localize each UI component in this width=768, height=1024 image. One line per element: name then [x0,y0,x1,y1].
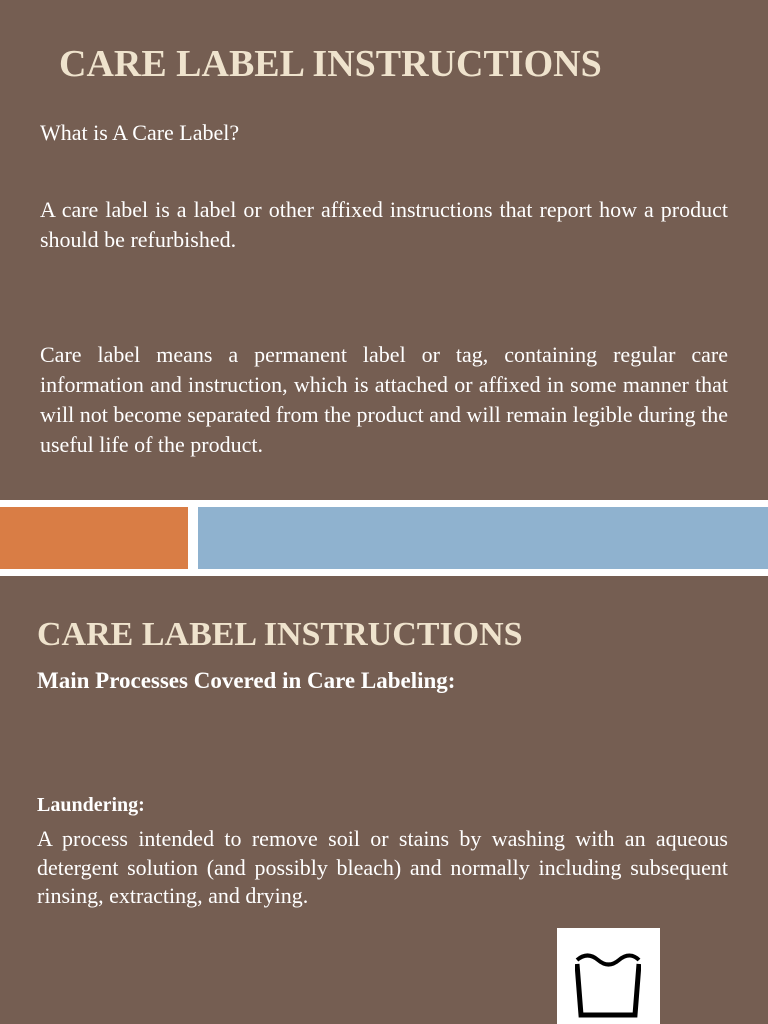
question-text: What is A Care Label? [40,120,240,145]
care-symbol-panel [557,928,660,1024]
accent-bar-orange [0,507,188,569]
meaning-paragraph: Care label means a permanent label or tag, containing regular care information and instruction, which is attached or affixed in some manner that will not become separated from the product and will remain legible during the useful life of the product. [40,342,728,457]
slide-care-label-intro [0,0,768,500]
definition-paragraph: A care label is a label or other affixed instructions that report how a product should be refurbished. [40,197,728,252]
section-subtitle: Main Processes Covered in Care Labeling: [37,668,456,693]
wash-tub-icon [575,953,641,1024]
process-term: Laundering: [37,794,145,816]
slide-title: CARE LABEL INSTRUCTIONS [37,616,523,653]
process-description: A process intended to remove soil or stains by washing with an aqueous detergent solution (and possibly bleach) and normally including subsequent rinsing, extracting, and drying. [37,826,728,908]
slide-title: CARE LABEL INSTRUCTIONS [59,43,602,85]
accent-bar-blue [198,507,768,569]
